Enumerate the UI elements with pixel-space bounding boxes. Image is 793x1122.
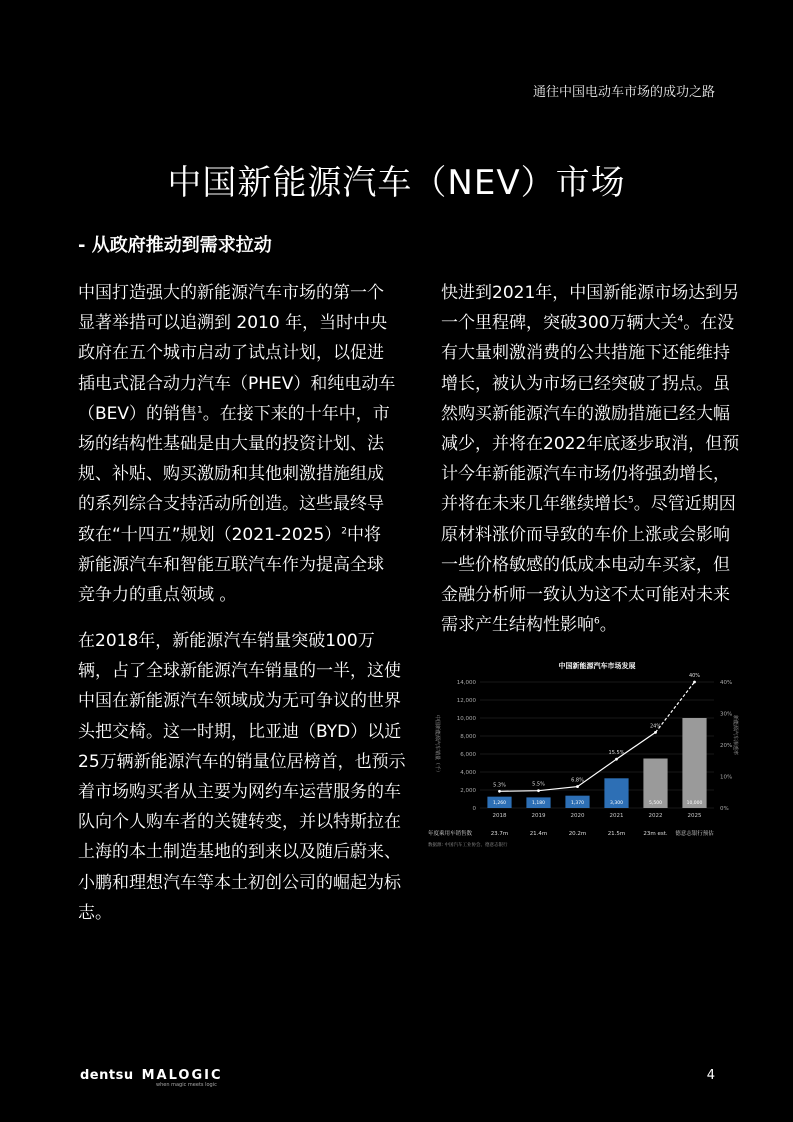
y2-tick-label: 0% [720,806,729,812]
penetration-point [537,789,540,792]
penetration-label: 24% [649,723,662,730]
y-tick-label: 6,000 [460,752,476,758]
y-tick-label: 0 [472,806,476,812]
bar-value-label: 10,000 [686,801,703,806]
row-value: 23.7m [490,831,509,837]
bar [682,718,706,808]
y2-tick-label: 40% [720,680,733,686]
row-value: 德意志银行预估 [675,831,714,837]
x-tick-label: 2022 [648,813,663,819]
x-tick-label: 2020 [570,813,585,819]
penetration-label: 5.3% [493,782,506,789]
x-tick-label: 2021 [609,813,624,819]
row-value: 23m est. [643,831,668,837]
row-value: 21.4m [529,831,548,837]
x-tick-label: 2025 [687,813,702,819]
bar-value-label: 5,500 [649,801,662,806]
y2-tick-label: 10% [720,774,733,781]
penetration-label: 15.5% [608,750,625,757]
row-label: 年度乘用车销售数 [428,831,473,837]
page-title: 中国新能源汽车（NEV）市场 [167,163,626,203]
row-value: 20.2m [568,831,587,837]
y-axis-label: 中国新能源汽车销量（千） [434,714,440,776]
header-title: 通往中国电动车市场的成功之路 [532,85,715,100]
chart-source: 数据源: 中国汽车工业协会、德意志银行 [428,843,508,848]
y-tick-label: 14,000 [456,680,476,686]
bar-value-label: 1,180 [532,801,545,806]
section-subtitle: - 从政府推动到需求拉动 [78,235,272,256]
y-tick-label: 8,000 [460,734,476,740]
penetration-label: 6.8% [571,777,584,784]
penetration-point [498,790,501,793]
x-tick-label: 2018 [492,813,507,819]
right-paragraph-1: 快进到2021年，中国新能源市场达到另一个里程碑，突破300万辆大关$^4$。在没有大量刺激消费的公共措施下还能维持增长，被认为市场已经突破了拐点。虽然购买新能源汽车的激励措施已经大幅减少，并将在2022年底逐步取消，但预计今年新能源汽车市场仍将强劲增长，并将在未来几年继续增长$^5$。尽管近期因原材料涨价而导致的车价上涨或会影响一些价格敏感的低成本电动车买家，但金融分析师一致认为这不太可能对未来需求产生结构性影响$^6$。 [441,283,740,636]
penetration-point [615,758,618,761]
penetration-point [654,731,657,734]
page-number: 4 [706,1068,715,1083]
y-tick-label: 10,000 [456,716,476,722]
left-paragraph-2: 在2018年，新能源汽车销量突破100万辆，占了全球新能源汽车销量的一半，这使中国在新能源汽车领域成为无可争议的世界头把交椅。这一时期，比亚迪（BYD）以近25万辆新能源汽车的销量位居榜首，也预示着市场购买者从主要为网约车运营服务的车队向个人购车者的关键转变，并以特斯拉在上海的本土制造基地的到来以及随后蔚来、小鹏和理想汽车等本土初创公司的崛起为标志。 [78,631,406,923]
y2-tick-label: 30% [720,711,733,718]
footer-logo: dentsu MALOGIC [80,1068,223,1083]
penetration-point [576,785,579,788]
left-paragraph-1: 中国打造强大的新能源汽车市场的第一个显著举措可以追溯到 2010 年，当时中央政府在五个城市启动了试点计划，以促进插电式混合动力汽车（PHEV）和纯电动车（BEV）的销售$^1$。在接下来的十年中，市场的结构性基础是由大量的投资计划、法规、补贴、购买激励和其他刺激措施组成的系列综合支持活动所创造。这些最终导致在“十四五”规划（2021-2025）$^2$中将新能源汽车和智能互联汽车作为提高全球竞争力的重点领域 。 [78,283,396,606]
row-value: 21.5m [607,831,626,837]
y2-axis-label: 新能源汽车渗透率 [732,714,738,756]
bar-value-label: 1,370 [571,801,584,806]
chart-svg [428,658,740,854]
y-tick-label: 12,000 [456,698,476,704]
y-tick-label: 2,000 [460,788,476,794]
bar-value-label: 1,260 [493,801,506,806]
bar-value-label: 3,300 [610,801,623,806]
penetration-label: 40% [688,673,701,679]
x-tick-label: 2019 [531,813,546,819]
footer-tagline: when magic meets logic [156,1082,217,1088]
penetration-point [693,681,696,684]
y2-tick-label: 20% [720,743,733,749]
nev-market-chart [428,658,740,854]
chart-title: 中国新能源汽车市场发展 [558,662,636,670]
penetration-label: 5.5% [532,781,545,788]
y-tick-label: 4,000 [460,770,476,776]
